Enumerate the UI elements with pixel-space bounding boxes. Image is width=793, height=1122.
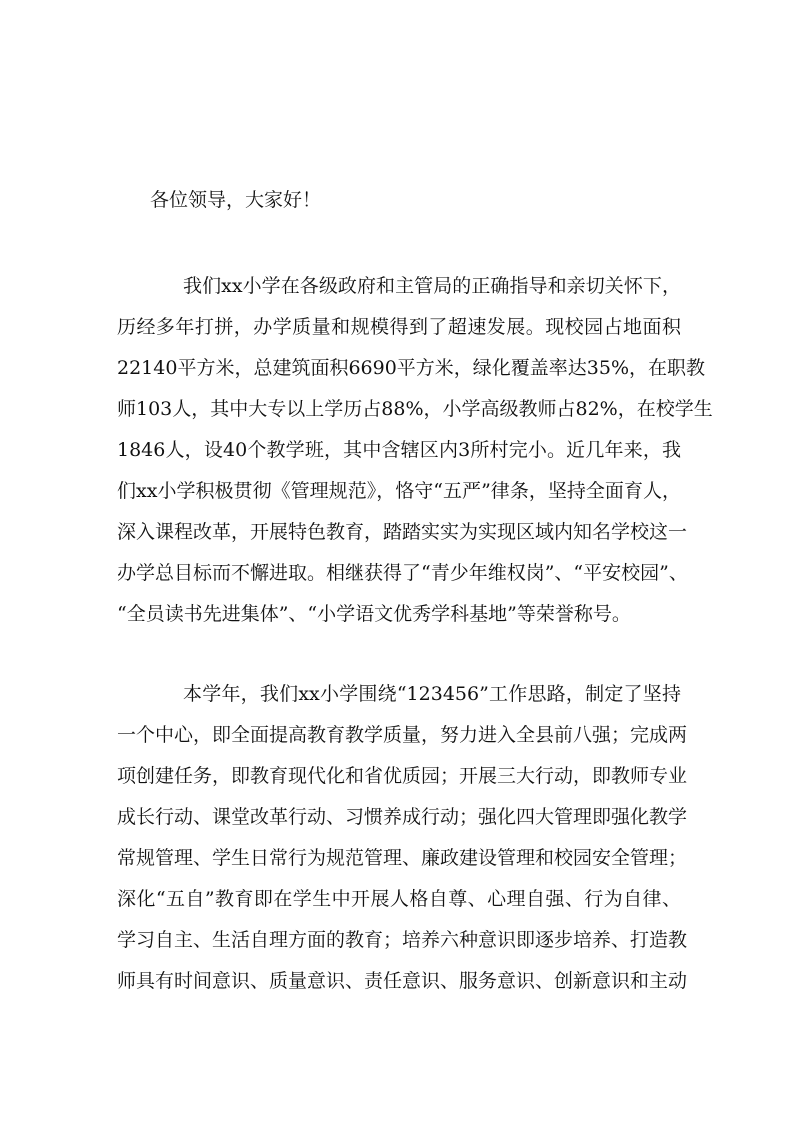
text-line: “全员读书先进集体”、“小学语文优秀学科基地”等荣誉称号。	[117, 603, 631, 625]
greeting: 各位领导，大家好！	[150, 189, 322, 211]
text-line: 师103人，其中大专以上学历占88%，小学高级教师占82%，在校学生	[117, 398, 713, 420]
text-line: 一个中心，即全面提高教育教学质量，努力进入全县前八强；完成两	[117, 724, 688, 746]
paragraph-work-plan	[117, 680, 688, 1008]
text-line: 历经多年打拼，办学质量和规模得到了超速发展。现校园占地面积	[117, 316, 681, 338]
text-line: 学习自主、生活自理方面的教育；培养六种意识即逐步培养、打造教	[117, 929, 688, 951]
text-line: 1846人，设40个教学班，其中含辖区内3所村完小。近几年来，我	[117, 439, 681, 461]
text-line: 办学总目标而不懈进取。相继获得了“青少年维权岗”、“平安校园”、	[117, 562, 688, 584]
text-line: 22140平方米，总建筑面积6690平方米，绿化覆盖率达35%，在职教	[117, 357, 706, 379]
text-line: 深化“五自”教育即在学生中开展人格自尊、心理自强、行为自律、	[117, 888, 681, 910]
paragraph-school-overview	[117, 272, 713, 641]
text-line: 项创建任务，即教育现代化和省优质园；开展三大行动，即教师专业	[117, 765, 688, 787]
text-line: 常规管理、学生日常行为规范管理、廉政建设管理和校园安全管理；	[117, 847, 688, 869]
text-line: 本学年，我们xx小学围绕“123456”工作思路，制定了坚持	[183, 683, 681, 705]
text-line: 们xx小学积极贯彻《管理规范》，恪守“五严”律条，坚持全面育人，	[117, 480, 681, 502]
text-line: 深入课程改革，开展特色教育，踏踏实实为实现区域内知名学校这一	[117, 521, 688, 543]
text-line: 我们xx小学在各级政府和主管局的正确指导和亲切关怀下，	[183, 275, 681, 297]
text-line: 师具有时间意识、质量意识、责任意识、服务意识、创新意识和主动	[117, 970, 688, 992]
text-line: 成长行动、课堂改革行动、习惯养成行动；强化四大管理即强化教学	[117, 806, 688, 828]
